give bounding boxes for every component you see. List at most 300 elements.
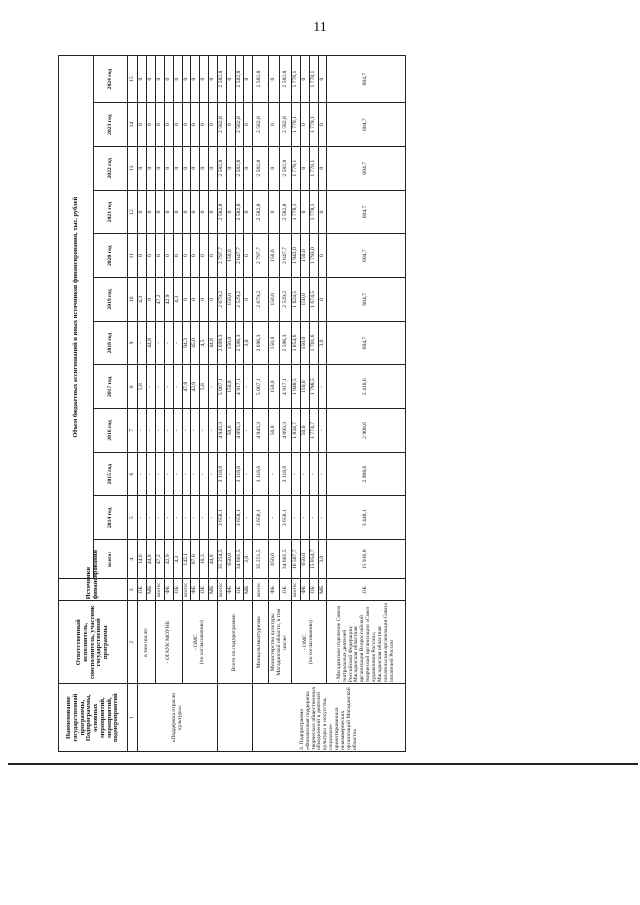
- col-number: 10: [128, 277, 138, 321]
- year-value-cell: 1 778,1: [291, 56, 300, 103]
- col-number: 4: [128, 540, 138, 579]
- year-value-cell: -: [244, 409, 253, 453]
- year-value-cell: 3 658,1: [235, 496, 244, 540]
- year-value-cell: 150,0: [268, 277, 280, 321]
- source-cell: всего:: [253, 579, 268, 601]
- total-cell: 44,8: [147, 540, 156, 579]
- year-value-cell: 0: [244, 190, 253, 234]
- source-cell: ФБ: [191, 579, 200, 601]
- year-value-cell: 0: [268, 190, 280, 234]
- source-cell: ФБ: [164, 579, 173, 601]
- year-value-cell: -: [191, 452, 200, 496]
- year-value-cell: 4 917,1: [235, 365, 244, 409]
- year-value-cell: 0: [182, 103, 191, 147]
- year-value-cell: 0: [209, 190, 218, 234]
- year-value-cell: 0: [209, 277, 218, 321]
- year-value-cell: -: [209, 365, 218, 409]
- col-number: 12: [128, 190, 138, 234]
- total-cell: 15 916,8: [327, 540, 406, 579]
- year-value-cell: 1 701,6: [309, 321, 318, 365]
- year-value-cell: 0: [300, 146, 309, 190]
- header-year: 2019 год: [94, 277, 128, 321]
- year-value-cell: 604,7: [327, 103, 406, 147]
- year-value-cell: 0: [268, 146, 280, 190]
- year-value-cell: -: [156, 365, 165, 409]
- source-cell: ФБ: [268, 579, 280, 601]
- year-value-cell: 0: [138, 103, 147, 147]
- header-year: 2015 год: [94, 452, 128, 496]
- year-value-cell: 0: [244, 234, 253, 278]
- source-cell: ОБ: [138, 579, 147, 601]
- year-value-cell: 2 582,8: [217, 190, 226, 234]
- year-value-cell: -: [182, 452, 191, 496]
- year-value-cell: 1 778,1: [309, 56, 318, 103]
- source-cell: ОБ: [309, 579, 318, 601]
- year-value-cell: 0: [200, 56, 209, 103]
- oms2-label: - ОМС: [302, 634, 309, 651]
- year-value-cell: 2 908,6: [327, 452, 406, 496]
- header-year: 2016 год: [94, 409, 128, 453]
- year-value-cell: 47,2: [156, 277, 165, 321]
- year-value-cell: 0: [318, 190, 327, 234]
- source-cell: ФБ: [300, 579, 309, 601]
- source-cell: ОБ: [200, 579, 209, 601]
- year-value-cell: 1 674,5: [309, 277, 318, 321]
- year-value-cell: 0: [191, 277, 200, 321]
- row-executor-orgs: - Магаданское отделение Союза театральных деятелей Российской Федерации; Магаданская областная организация Всероссийской творческой организации «Союз художников России»; Магаданская областная писательская организация Союза писателей России: [327, 601, 406, 684]
- year-value-cell: 0: [138, 190, 147, 234]
- total-cell: 10,3: [200, 540, 209, 579]
- year-value-cell: -: [300, 452, 309, 496]
- year-value-cell: 3 118,6: [253, 452, 268, 496]
- total-cell: 35 254,5: [217, 540, 226, 579]
- row-name-subprogram-3: 3. Подпрограмма «Финансовая поддержка творческих общественных объединений и деятелей культуры и искусства, социально-ориентированных некоммерческих организаций Магаданской области»: [253, 684, 406, 752]
- source-cell: МБ: [244, 579, 253, 601]
- total-cell: 16 507,7: [291, 540, 300, 579]
- year-value-cell: 4,5: [200, 321, 209, 365]
- year-value-cell: -: [226, 496, 235, 540]
- header-year: 2020 год: [94, 234, 128, 278]
- source-cell: ОБ: [173, 579, 182, 601]
- year-value-cell: -: [156, 496, 165, 540]
- year-value-cell: 4 893,3: [235, 409, 244, 453]
- year-value-cell: 2 699,3: [217, 321, 226, 365]
- year-value-cell: 2 582,8: [253, 190, 268, 234]
- year-value-cell: -: [182, 496, 191, 540]
- year-value-cell: 1 834,7: [291, 409, 300, 453]
- year-value-cell: 0: [318, 103, 327, 147]
- total-cell: 650,0: [226, 540, 235, 579]
- year-value-cell: -: [200, 452, 209, 496]
- year-value-cell: 0: [200, 277, 209, 321]
- year-value-cell: -: [164, 452, 173, 496]
- year-value-cell: 1 824,5: [291, 277, 300, 321]
- year-value-cell: 150,0: [268, 365, 280, 409]
- year-value-cell: -: [268, 496, 280, 540]
- total-cell: 44,8: [209, 540, 218, 579]
- year-value-cell: 0: [164, 190, 173, 234]
- source-cell: всего:: [156, 579, 165, 601]
- year-value-cell: -: [318, 496, 327, 540]
- year-value-cell: 45,0: [191, 321, 200, 365]
- year-value-cell: 2 582,8: [253, 56, 268, 103]
- budget-table: [58, 55, 406, 752]
- source-cell: ОБ: [280, 579, 292, 601]
- row-executor-all: Всего по подпрограмме:: [217, 601, 252, 684]
- year-value-cell: 1 798,5: [309, 365, 318, 409]
- year-value-cell: -: [318, 409, 327, 453]
- year-value-cell: -: [156, 321, 165, 365]
- row-executor-minkult: Минкультмолтуризма: [253, 601, 268, 684]
- rotated-table-frame: [58, 55, 406, 752]
- year-value-cell: -: [173, 321, 182, 365]
- header-source: Источники финансирования: [59, 579, 128, 601]
- source-cell: МБ: [318, 579, 327, 601]
- year-value-cell: 0: [268, 103, 280, 147]
- header-name: Наименование государственной программы, Подпрограммы, основных мероприятий, мероприятий, подмероприятий: [59, 684, 128, 752]
- year-value-cell: 44,8: [209, 321, 218, 365]
- year-value-cell: 2 647,7: [280, 234, 292, 278]
- year-value-cell: 0: [147, 56, 156, 103]
- col-number: 7: [128, 409, 138, 453]
- year-value-cell: 2 679,2: [217, 277, 226, 321]
- year-value-cell: 1 854,6: [291, 321, 300, 365]
- year-value-cell: 0: [156, 146, 165, 190]
- year-value-cell: 0: [318, 146, 327, 190]
- year-value-cell: 0: [191, 234, 200, 278]
- year-value-cell: 4 943,3: [253, 409, 268, 453]
- year-value-cell: -: [209, 452, 218, 496]
- row-executor-ogauk: - ОГАУК МОУНБ: [156, 601, 183, 684]
- col-number: 14: [128, 103, 138, 147]
- total-cell: 47,2: [156, 540, 165, 579]
- header-executor: Ответственный исполнитель, соисполнитель, участник государственной программы: [59, 601, 128, 684]
- source-cell: всего:: [182, 579, 191, 601]
- year-value-cell: -: [138, 321, 147, 365]
- year-value-cell: 2 582,8: [235, 103, 244, 147]
- year-value-cell: 2 582,8: [217, 103, 226, 147]
- col-number: 3: [128, 579, 138, 601]
- year-value-cell: 42,0: [191, 365, 200, 409]
- year-value-cell: 0: [209, 56, 218, 103]
- year-value-cell: -: [182, 409, 191, 453]
- total-cell: 87,0: [191, 540, 200, 579]
- source-cell: МБ: [147, 579, 156, 601]
- year-value-cell: 3 658,1: [217, 496, 226, 540]
- year-value-cell: 0: [173, 146, 182, 190]
- header-volume: Объем бюджетных ассигнований и иных источников финансирования, тыс. рублей: [59, 56, 94, 579]
- year-value-cell: 0: [226, 146, 235, 190]
- year-value-cell: 0: [147, 277, 156, 321]
- year-value-cell: 0: [200, 234, 209, 278]
- year-value-cell: 2 582,8: [235, 190, 244, 234]
- total-cell: 3,0: [318, 540, 327, 579]
- year-value-cell: -: [309, 496, 318, 540]
- total-cell: 15 854,7: [309, 540, 318, 579]
- year-value-cell: 1 774,7: [309, 409, 318, 453]
- year-value-cell: 150,0: [226, 365, 235, 409]
- year-value-cell: 1 778,1: [291, 146, 300, 190]
- year-value-cell: 3 118,6: [235, 452, 244, 496]
- year-value-cell: 0: [164, 146, 173, 190]
- total-cell: 34 601,5: [235, 540, 244, 579]
- col-number: 13: [128, 146, 138, 190]
- year-value-cell: 150,0: [226, 234, 235, 278]
- year-value-cell: 0: [200, 190, 209, 234]
- year-value-cell: 0: [156, 190, 165, 234]
- row-executor: в том числе:: [138, 601, 156, 684]
- row-name-support: «Поддержка отрасли культуры»: [138, 684, 218, 752]
- year-value-cell: 604,7: [327, 56, 406, 103]
- year-value-cell: -: [173, 496, 182, 540]
- year-value-cell: -: [209, 496, 218, 540]
- header-total: всего:: [94, 540, 128, 579]
- year-value-cell: 150,0: [268, 234, 280, 278]
- year-value-cell: 150,0: [300, 277, 309, 321]
- year-value-cell: -: [291, 452, 300, 496]
- year-value-cell: 5,8: [200, 365, 209, 409]
- header-year: 2017 год: [94, 365, 128, 409]
- year-value-cell: 0: [182, 234, 191, 278]
- year-value-cell: -: [244, 365, 253, 409]
- year-value-cell: -: [318, 452, 327, 496]
- year-value-cell: 0: [173, 234, 182, 278]
- year-value-cell: 0: [156, 103, 165, 147]
- year-value-cell: 0: [164, 56, 173, 103]
- total-cell: 142,1: [182, 540, 191, 579]
- year-value-cell: 1 793,0: [309, 234, 318, 278]
- year-value-cell: 2 582,8: [217, 56, 226, 103]
- col-number: 15: [128, 56, 138, 103]
- year-value-cell: -: [164, 321, 173, 365]
- year-value-cell: 94,3: [182, 321, 191, 365]
- year-value-cell: 150,0: [226, 321, 235, 365]
- col-number: 1: [128, 684, 138, 752]
- year-value-cell: 3 118,6: [280, 452, 292, 496]
- year-value-cell: 3 448,1: [327, 496, 406, 540]
- year-value-cell: 0: [191, 56, 200, 103]
- year-value-cell: 2 596,3: [280, 321, 292, 365]
- year-value-cell: 150,0: [300, 365, 309, 409]
- source-cell: ОБ: [327, 579, 406, 601]
- year-value-cell: -: [147, 452, 156, 496]
- year-value-cell: -: [138, 452, 147, 496]
- year-value-cell: 4,3: [173, 277, 182, 321]
- year-value-cell: 0: [156, 234, 165, 278]
- row-executor-ministry: Министерство культуры Магаданской области, в том числе:: [268, 601, 291, 684]
- year-value-cell: 2 647,7: [235, 234, 244, 278]
- year-value-cell: 0: [244, 277, 253, 321]
- year-value-cell: -: [164, 409, 173, 453]
- year-value-cell: 0: [147, 234, 156, 278]
- year-value-cell: 0: [244, 103, 253, 147]
- row-name-empty: [217, 684, 252, 752]
- year-value-cell: 2 582,8: [280, 190, 292, 234]
- year-value-cell: 604,7: [327, 190, 406, 234]
- year-value-cell: 3,0: [244, 321, 253, 365]
- year-value-cell: 150,0: [300, 234, 309, 278]
- year-value-cell: 604,7: [327, 146, 406, 190]
- year-value-cell: 2 582,8: [280, 146, 292, 190]
- year-value-cell: 2 582,8: [253, 146, 268, 190]
- year-value-cell: 3 118,6: [217, 452, 226, 496]
- year-value-cell: 0: [191, 103, 200, 147]
- source-cell: ФБ: [226, 579, 235, 601]
- year-value-cell: 1 778,1: [309, 190, 318, 234]
- col-number: 9: [128, 321, 138, 365]
- year-value-cell: 2 529,2: [235, 277, 244, 321]
- year-value-cell: -: [173, 409, 182, 453]
- oms-agreed: (по согласованию): [198, 620, 205, 665]
- total-cell: 4,3: [173, 540, 182, 579]
- year-value-cell: 2 529,2: [280, 277, 292, 321]
- year-value-cell: -: [173, 365, 182, 409]
- year-value-cell: 2 797,7: [253, 234, 268, 278]
- year-value-cell: 0: [182, 190, 191, 234]
- year-value-cell: 0: [268, 56, 280, 103]
- year-value-cell: -: [268, 452, 280, 496]
- year-value-cell: -: [164, 496, 173, 540]
- year-value-cell: 4 917,1: [280, 365, 292, 409]
- year-value-cell: -: [209, 409, 218, 453]
- year-value-cell: 5,8: [138, 365, 147, 409]
- year-value-cell: 0: [182, 146, 191, 190]
- year-value-cell: 2 797,7: [217, 234, 226, 278]
- row-executor-oms: [182, 601, 217, 684]
- year-value-cell: -: [309, 452, 318, 496]
- header-year: 2022 год: [94, 146, 128, 190]
- year-value-cell: 1 948,5: [291, 365, 300, 409]
- page-number: 11: [313, 20, 327, 35]
- year-value-cell: 0: [318, 56, 327, 103]
- source-cell: всего:: [291, 579, 300, 601]
- year-value-cell: -: [200, 409, 209, 453]
- year-value-cell: -: [200, 496, 209, 540]
- year-value-cell: 2 582,8: [280, 56, 292, 103]
- year-value-cell: 1 778,1: [309, 103, 318, 147]
- source-cell: МБ: [209, 579, 218, 601]
- year-value-cell: 44,8: [147, 321, 156, 365]
- page-divider: [8, 763, 638, 765]
- year-value-cell: -: [244, 452, 253, 496]
- year-value-cell: 0: [200, 146, 209, 190]
- year-value-cell: 0: [209, 103, 218, 147]
- year-value-cell: 4 943,3: [217, 409, 226, 453]
- year-value-cell: 1 943,0: [291, 234, 300, 278]
- total-cell: 650,0: [268, 540, 280, 579]
- year-value-cell: -: [244, 496, 253, 540]
- year-value-cell: 0: [164, 234, 173, 278]
- year-value-cell: 0: [138, 56, 147, 103]
- year-value-cell: 0: [226, 190, 235, 234]
- year-value-cell: 0: [182, 56, 191, 103]
- year-value-cell: 2 596,3: [235, 321, 244, 365]
- header-year: 2024 год: [94, 56, 128, 103]
- year-value-cell: -: [191, 496, 200, 540]
- year-value-cell: 3 658,1: [280, 496, 292, 540]
- year-value-cell: 604,7: [327, 277, 406, 321]
- year-value-cell: 1 778,1: [291, 190, 300, 234]
- year-value-cell: 0: [318, 277, 327, 321]
- year-value-cell: -: [226, 452, 235, 496]
- col-number: 11: [128, 234, 138, 278]
- source-cell: всего:: [217, 579, 226, 601]
- year-value-cell: 0: [318, 234, 327, 278]
- year-value-cell: 0: [164, 103, 173, 147]
- col-number: 5: [128, 496, 138, 540]
- year-value-cell: 50,0: [226, 409, 235, 453]
- col-number: 6: [128, 452, 138, 496]
- year-value-cell: 5 067,1: [253, 365, 268, 409]
- col-number: 8: [128, 365, 138, 409]
- year-value-cell: 0: [147, 146, 156, 190]
- year-value-cell: 604,7: [327, 234, 406, 278]
- year-value-cell: -: [156, 452, 165, 496]
- year-value-cell: -: [156, 409, 165, 453]
- total-cell: 35 251,5: [253, 540, 268, 579]
- year-value-cell: 4,3: [138, 277, 147, 321]
- year-value-cell: -: [147, 496, 156, 540]
- oms2-agreed: (по согласованию): [308, 620, 315, 665]
- year-value-cell: 3,0: [318, 321, 327, 365]
- year-value-cell: 150,0: [268, 321, 280, 365]
- year-value-cell: 604,7: [327, 321, 406, 365]
- year-value-cell: 0: [300, 103, 309, 147]
- year-value-cell: -: [318, 365, 327, 409]
- year-value-cell: 2 582,8: [235, 146, 244, 190]
- year-value-cell: 0: [147, 103, 156, 147]
- year-value-cell: 50,0: [300, 409, 309, 453]
- year-value-cell: -: [173, 452, 182, 496]
- header-year: 2021 год: [94, 190, 128, 234]
- year-value-cell: 0: [300, 56, 309, 103]
- year-value-cell: -: [300, 496, 309, 540]
- year-value-cell: 0: [191, 146, 200, 190]
- year-value-cell: 0: [244, 146, 253, 190]
- year-value-cell: 0: [244, 56, 253, 103]
- year-value-cell: 2 582,8: [235, 56, 244, 103]
- header-year: 2023 год: [94, 103, 128, 147]
- year-value-cell: -: [164, 365, 173, 409]
- year-value-cell: 2 582,8: [217, 146, 226, 190]
- year-value-cell: 3 658,1: [253, 496, 268, 540]
- total-cell: 34 601,5: [280, 540, 292, 579]
- year-value-cell: 2 418,6: [327, 365, 406, 409]
- year-value-cell: 0: [173, 56, 182, 103]
- year-value-cell: 1 778,1: [291, 103, 300, 147]
- year-value-cell: 0: [138, 146, 147, 190]
- row-executor-oms2: [291, 601, 326, 684]
- col-number: 2: [128, 601, 138, 684]
- oms-label: - ОМС: [192, 634, 199, 651]
- year-value-cell: -: [147, 409, 156, 453]
- year-value-cell: 1 778,1: [309, 146, 318, 190]
- year-value-cell: -: [138, 409, 147, 453]
- year-value-cell: 0: [226, 56, 235, 103]
- header-year: 2014 год: [94, 496, 128, 540]
- year-value-cell: 0: [173, 103, 182, 147]
- year-value-cell: 2 582,8: [253, 103, 268, 147]
- year-value-cell: 0: [209, 234, 218, 278]
- total-cell: 14,6: [138, 540, 147, 579]
- year-value-cell: 0: [156, 56, 165, 103]
- year-value-cell: 47,8: [182, 365, 191, 409]
- total-cell: 3,0: [244, 540, 253, 579]
- year-value-cell: 150,0: [300, 321, 309, 365]
- year-value-cell: -: [147, 365, 156, 409]
- year-value-cell: 0: [209, 146, 218, 190]
- header-year: 2018 год: [94, 321, 128, 365]
